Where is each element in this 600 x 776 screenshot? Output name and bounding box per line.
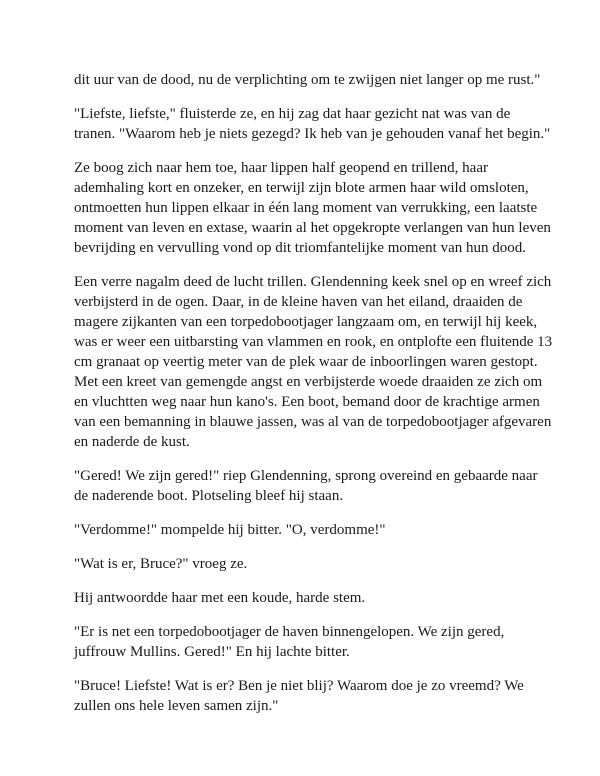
paragraph-7: "Wat is er, Bruce?" vroeg ze. xyxy=(74,556,248,572)
paragraph-1: dit uur van de dood, nu de verplichting om te zwijgen niet langer op me rust." xyxy=(74,72,541,88)
paragraph-8: Hij antwoordde haar met een koude, harde stem. xyxy=(74,590,366,606)
paragraph-5: "Gered! We zijn gered!" riep Glendenning, sprong overeind en gebaarde naar de naderende boot. Plotseling bleef hij staan. xyxy=(74,468,538,504)
paragraph-10: "Bruce! Liefste! Wat is er? Ben je niet blij? Waarom doe je zo vreemd? We zullen ons hele leven samen zijn." xyxy=(74,678,524,714)
paragraph-4: Een verre nagalm deed de lucht trillen. Glendenning keek snel op en wreef zich verbijsterd in de ogen. Daar, in de kleine haven van het eiland, draaiden de magere zijkanten van een torpedobootjager langzaam om, en terwijl hij keek, was er weer een uitbarsting van vlammen en rook, en ontplofte een fluitende 13 cm granaat op veertig meter van de plek waar de inboorlingen waren gestopt. Met een kreet van gemengde angst en verbijsterde woede draaiden ze zich om en vluchtten weg naar hun kano's. Een boot, bemand door de krachtige armen van een bemanning in blauwe jassen, was al van de torpedobootjager afgevaren en naderde de kust. xyxy=(74,274,553,450)
document-page xyxy=(74,70,554,730)
paragraph-6: "Verdomme!" mompelde hij bitter. "O, verdomme!" xyxy=(74,522,386,538)
paragraph-9: "Er is net een torpedobootjager de haven binnengelopen. We zijn gered, juffrouw Mullins. Gered!" En hij lachte bitter. xyxy=(74,624,505,660)
paragraph-3: Ze boog zich naar hem toe, haar lippen half geopend en trillend, haar ademhaling kort en onzeker, en terwijl zijn blote armen haar wild omsloten, ontmoetten hun lippen elkaar in één lang moment van verrukking, een laatste moment van leven en extase, waarin al het opgekropte verlangen van hun leven bevrijding en vervulling vond op dit triomfantelijke moment van hun dood. xyxy=(74,160,551,256)
paragraph-2: "Liefste, liefste," fluisterde ze, en hij zag dat haar gezicht nat was van de tranen. "Waarom heb je niets gezegd? Ik heb van je gehouden vanaf het begin." xyxy=(74,106,551,142)
